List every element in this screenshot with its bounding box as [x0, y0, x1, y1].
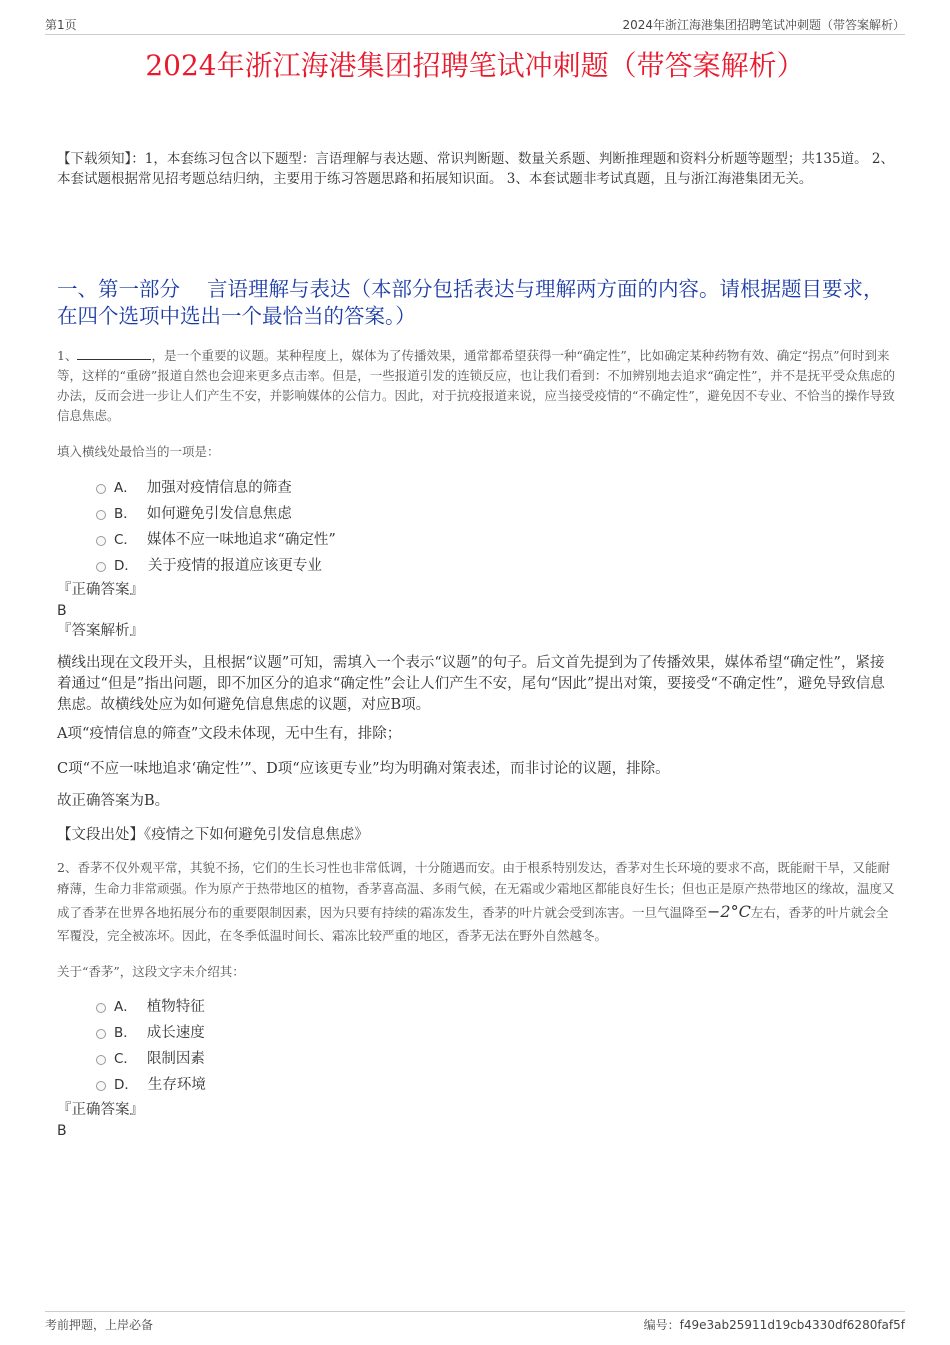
option-a[interactable]: A． 加强对疫情信息的筛查 — [96, 473, 336, 499]
document-title: 2024年浙江海港集团招聘笔试冲刺题（带答案解析） — [145, 49, 805, 82]
radio-icon[interactable] — [96, 536, 106, 546]
option-d[interactable]: D． 关于疫情的报道应该更专业 — [96, 551, 336, 577]
option-a[interactable]: A． 植物特征 — [96, 992, 206, 1018]
temperature-value: −2°C — [707, 902, 751, 922]
question-2-prompt: 关于“香茅”，这段文字未介绍其： — [57, 964, 245, 979]
radio-icon[interactable] — [96, 1029, 106, 1039]
footer-slogan: 考前押题，上岸必备 — [45, 1318, 154, 1332]
radio-icon[interactable] — [96, 510, 106, 520]
question-body: ，是一个重要的议题。某种程度上，媒体为了传播效果，通常都希望获得一种“确定性”，比如确定某种药物有效、确定“拐点”何时到来等，这样的“重磅”报道自然也会迎来更多点击率。但是，一些报道引发的连锁反应，也让我们看到：不加辨别地去追求“确定性”，并不是抚平受众焦虑的办法，反而会进一步让人们产生不安，并影响媒体的公信力。因此，对于抗疫报道来说，应当接受疫情的“不确定性”，避免因不专业、不恰当的操作导致信息焦虑。 — [57, 348, 896, 423]
radio-icon[interactable] — [96, 1081, 106, 1091]
page-header — [45, 14, 905, 35]
option-d[interactable]: D． 生存环境 — [96, 1070, 206, 1096]
question-2-options — [96, 992, 206, 1096]
page-footer — [45, 1311, 905, 1334]
analysis-conclusion: 故正确答案为B。 — [57, 793, 170, 809]
source-citation: 【文段出处】《疫情之下如何避免引发信息焦虑》 — [57, 827, 369, 843]
download-notice: 【下载须知】：1，本套练习包含以下题型：言语理解与表达题、常识判断题、数量关系题、判断推理题和资料分析题等题型；共135道。 2、本套试题根据常见招考题总结归纳，主要用于练习答题思路和拓展知识面。 3、本套试题非考试真题，且与浙江海港集团无关。 — [57, 151, 894, 187]
question-number: 1、 — [57, 348, 78, 363]
fill-blank — [77, 348, 151, 360]
header-doc-title: 2024年浙江海港集团招聘笔试冲刺题（带答案解析） — [622, 18, 905, 32]
analysis-paragraph: A项“疫情信息的筛查”文段未体现，无中生有，排除； — [57, 726, 402, 742]
question-1-prompt: 填入横线处最恰当的一项是： — [57, 444, 220, 459]
page-number: 第1页 — [45, 18, 77, 32]
analysis-paragraph: C项“不应一味地追求‘确定性’”、D项“应该更专业”均为明确对策表述，而非讨论的议题，排除。 — [57, 761, 670, 777]
analysis-paragraph: 横线出现在文段开头，且根据“议题”可知，需填入一个表示“议题”的句子。后文首先提到为了传播效果，媒体希望“确定性”，紧接着通过“但是”指出问题，即不加区分的追求“确定性”会让人们产生不安，尾句“因此”提出对策，要接受“不确定性”，避免导致信息焦虑。故横线处应为如何避免信息焦虑的议题，对应B项。 — [57, 655, 885, 714]
radio-icon[interactable] — [96, 484, 106, 494]
option-c[interactable]: C． 媒体不应一味地追求“确定性” — [96, 525, 336, 551]
section-heading: 一、第一部分 言语理解与表达（本部分包括表达与理解两方面的内容。请根据题目要求，在四个选项中选出一个最恰当的答案。） — [57, 277, 884, 328]
radio-icon[interactable] — [96, 1003, 106, 1013]
answer-label: 『正确答案』 — [57, 582, 144, 598]
question-1-options — [96, 473, 336, 577]
answer-value: B — [57, 603, 67, 619]
analysis-label: 『答案解析』 — [57, 623, 144, 639]
option-b[interactable]: B． 如何避免引发信息焦虑 — [96, 499, 336, 525]
radio-icon[interactable] — [96, 1055, 106, 1065]
answer-label: 『正确答案』 — [57, 1102, 144, 1118]
question-2-text: 2、香茅不仅外观平常，其貌不扬，它们的生长习性也非常低调，十分随遇而安。由于根系特别发达，香茅对生长环境的要求不高，既能耐干旱，又能耐瘠薄，生命力非常顽强。作为原产于热带地区的植物，香茅喜高温、多雨气候，在无霜或少霜地区都能良好生长；但也正是原产热带地区的缘故，温度又成了香茅在世界各地拓展分布的重要限制因素，因为只要有持续的霜冻发生，香茅的叶片就会受到冻害。一旦气温降至−2°C左右，香茅的叶片就会全军覆没，完全被冻坏。因此，在冬季低温时间长、霜冻比较严重的地区，香茅无法在野外自然越冬。 — [57, 860, 895, 943]
answer-value: B — [57, 1123, 67, 1139]
option-c[interactable]: C． 限制因素 — [96, 1044, 206, 1070]
document-code: 编号：f49e3ab25911d19cb4330df6280faf5f — [643, 1318, 905, 1332]
radio-icon[interactable] — [96, 562, 106, 572]
option-b[interactable]: B． 成长速度 — [96, 1018, 206, 1044]
question-1-text — [57, 346, 899, 426]
